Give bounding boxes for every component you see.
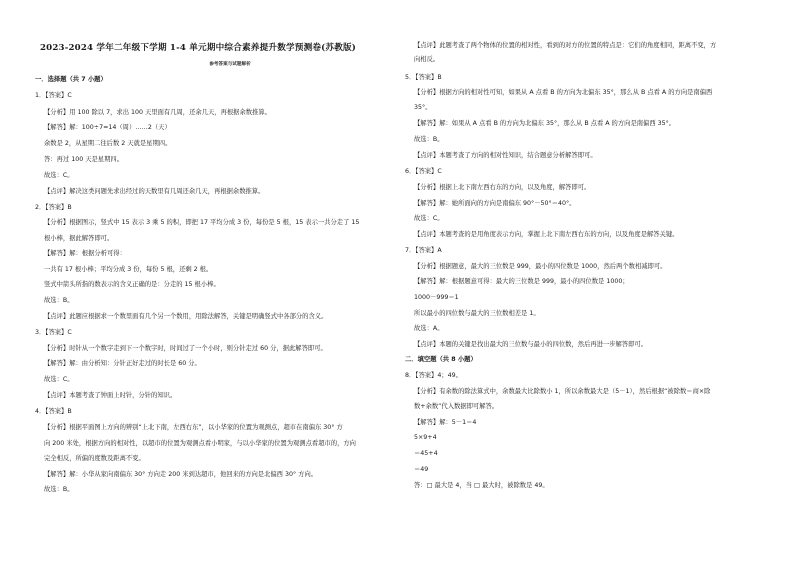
- text-line: 【解答】解：5－1＝4: [414, 419, 477, 426]
- text-line: 【解答】解：小华从家向南偏东 30° 方向走 200 米到达超市，他回来的方向是北偏西 30° 方向。: [44, 471, 318, 478]
- text-line: 【点评】本题考查了方向的相对性知识，结合题意分析解答即可。: [414, 152, 597, 159]
- question-answer: 1．【答案】C: [35, 92, 72, 99]
- text-line: 故选：B。: [44, 297, 74, 304]
- text-line: 【解答】解：由分析知：分针正好走过的时长是 60 分。: [44, 360, 201, 367]
- text-line: 向 200 米处，根据方向的相对性，以超市的位置为观测点看小明家，与以小华家的位置为观测点看超市的，方向: [44, 440, 356, 447]
- text-line: 【解答】解：根据题意可得：最大的三位数是 999，最小的四位数是 1000；: [414, 278, 629, 285]
- text-line: 【点评】本题的关键是找出最大的三位数与最小的四位数，然后再进一步解答即可。: [414, 341, 647, 348]
- text-line: 答：□ 最大是 4，当 □ 最大时，被除数是 49。: [414, 482, 549, 489]
- question-answer: 5．【答案】B: [405, 74, 442, 81]
- question-answer: 4．【答案】B: [35, 408, 72, 415]
- text-line: 【解答】解：100÷7=14（周）……2（天）: [44, 124, 171, 131]
- text-line: 完全相反，所偏的度数及距离不变。: [44, 455, 145, 462]
- text-line: 35°。: [414, 104, 432, 111]
- text-line: 向相反。: [414, 56, 440, 63]
- text-line: 5×9+4: [414, 434, 437, 441]
- question-answer: 7．【答案】A: [405, 247, 442, 254]
- text-line: 故选：C。: [414, 215, 444, 222]
- text-line: ＝49: [414, 466, 429, 473]
- text-line: 所以最小的四位数与最大的三位数相差是 1。: [414, 310, 540, 317]
- question-answer: 2．【答案】B: [35, 204, 72, 211]
- document-subtitle: 参考答案与试题解析: [209, 62, 251, 67]
- text-line: 故选：A。: [414, 325, 444, 332]
- text-line: 【分析】根据上北下南左西右东的方向，以及角度，解答即可。: [414, 184, 591, 191]
- text-line: 根小棒，据此解答即可。: [44, 235, 114, 242]
- section-heading: 二．填空题（共 8 小题）: [405, 356, 477, 363]
- text-line: 【点评】解决这类问题先求出经过的天数里有几周还余几天，再根据余数推算。: [44, 188, 265, 195]
- question-answer: 3．【答案】C: [35, 329, 72, 336]
- text-line: 【分析】根据图示，竖式中 15 表示 3 乘 5 的积，即把 17 平均分成 3 份，每份是 5 根，15 表示一共分走了 15: [44, 219, 360, 226]
- text-line: 【点评】此题考查了两个物体的位置的相对性，看到的对方的位置的特点是：它们的角度相同，距离不变，方: [414, 42, 717, 49]
- text-line: 【解答】解：她所面向的方向是南偏东 90°－50°＝40°。: [414, 200, 576, 207]
- text-line: 【解答】解：根据分析可得：: [44, 250, 126, 257]
- text-line: 【分析】根据平面图上方向的辨别“上北下南，左西右东”，以小华家的位置为观测点，超市在南偏东 30° 方: [44, 424, 343, 431]
- document-title: 2023-2024 学年二年级下学期 1-4 单元期中综合素养提升数学预测卷(苏教版): [40, 43, 357, 53]
- text-line: 故选：B。: [414, 136, 444, 143]
- text-line: ＝45+4: [414, 450, 438, 457]
- text-line: 竖式中箭头所指的数表示的含义正确的是：分走的 15 根小棒。: [44, 281, 220, 288]
- text-line: 1000－999＝1: [414, 294, 459, 301]
- question-answer: 6．【答案】C: [405, 168, 442, 175]
- text-line: 答：再过 100 天是星期四。: [44, 156, 123, 163]
- text-line: 【解答】解：如果从 A 点看 B 的方向为北偏东 35°，那么从 B 点看 A 的方向是南偏西 35°。: [414, 120, 676, 127]
- text-line: 【分析】根据方向的相对性可知，如果从 A 点看 B 的方向为北偏东 35°，那么从 B 点看 A 的方向是南偏西: [414, 89, 713, 96]
- section-heading: 一．选择题（共 7 小题）: [35, 76, 107, 83]
- text-line: 【点评】此题应根据求一个数里面有几个另一个数用，用除法解答，关键是明确竖式中各部分的含义。: [44, 313, 328, 320]
- text-line: 【点评】本题考查了钟面上时针，分针的知识。: [44, 392, 177, 399]
- text-line: 【点评】本题考查的是用角度表示方向，掌握上北下南左西右东的方向，以及角度是解答关键。: [414, 231, 679, 238]
- text-line: 数+余数”代入数据即可解答。: [414, 403, 499, 410]
- text-line: 【分析】有余数的除法算式中，余数最大比除数小 1，所以余数最大是（5－1），然后根据“被除数＝商×除: [414, 388, 711, 395]
- text-line: 【分析】根据题意，最大的三位数是 999，最小的四位数是 1000，然后两个数相减即可。: [414, 263, 667, 270]
- text-line: 【分析】用 100 除以 7，求出 100 天里面有几周，还余几天，再根据余数推算。: [44, 109, 271, 116]
- text-line: 故选：C。: [44, 376, 74, 383]
- text-line: 一共有 17 根小棒；平均分成 3 份，每份 5 根，还剩 2 根。: [44, 266, 213, 273]
- text-line: 余数是 2，从星期二往后数 2 天就是星期四。: [44, 140, 172, 147]
- question-answer: 8．【答案】4；49。: [405, 372, 462, 379]
- text-line: 故选：B。: [44, 486, 74, 493]
- text-line: 故选：C。: [44, 172, 74, 179]
- text-line: 【分析】时针从一个数字走到下一个数字时，时间过了一个小时，则分针走过 60 分，据此解答即可。: [44, 345, 327, 352]
